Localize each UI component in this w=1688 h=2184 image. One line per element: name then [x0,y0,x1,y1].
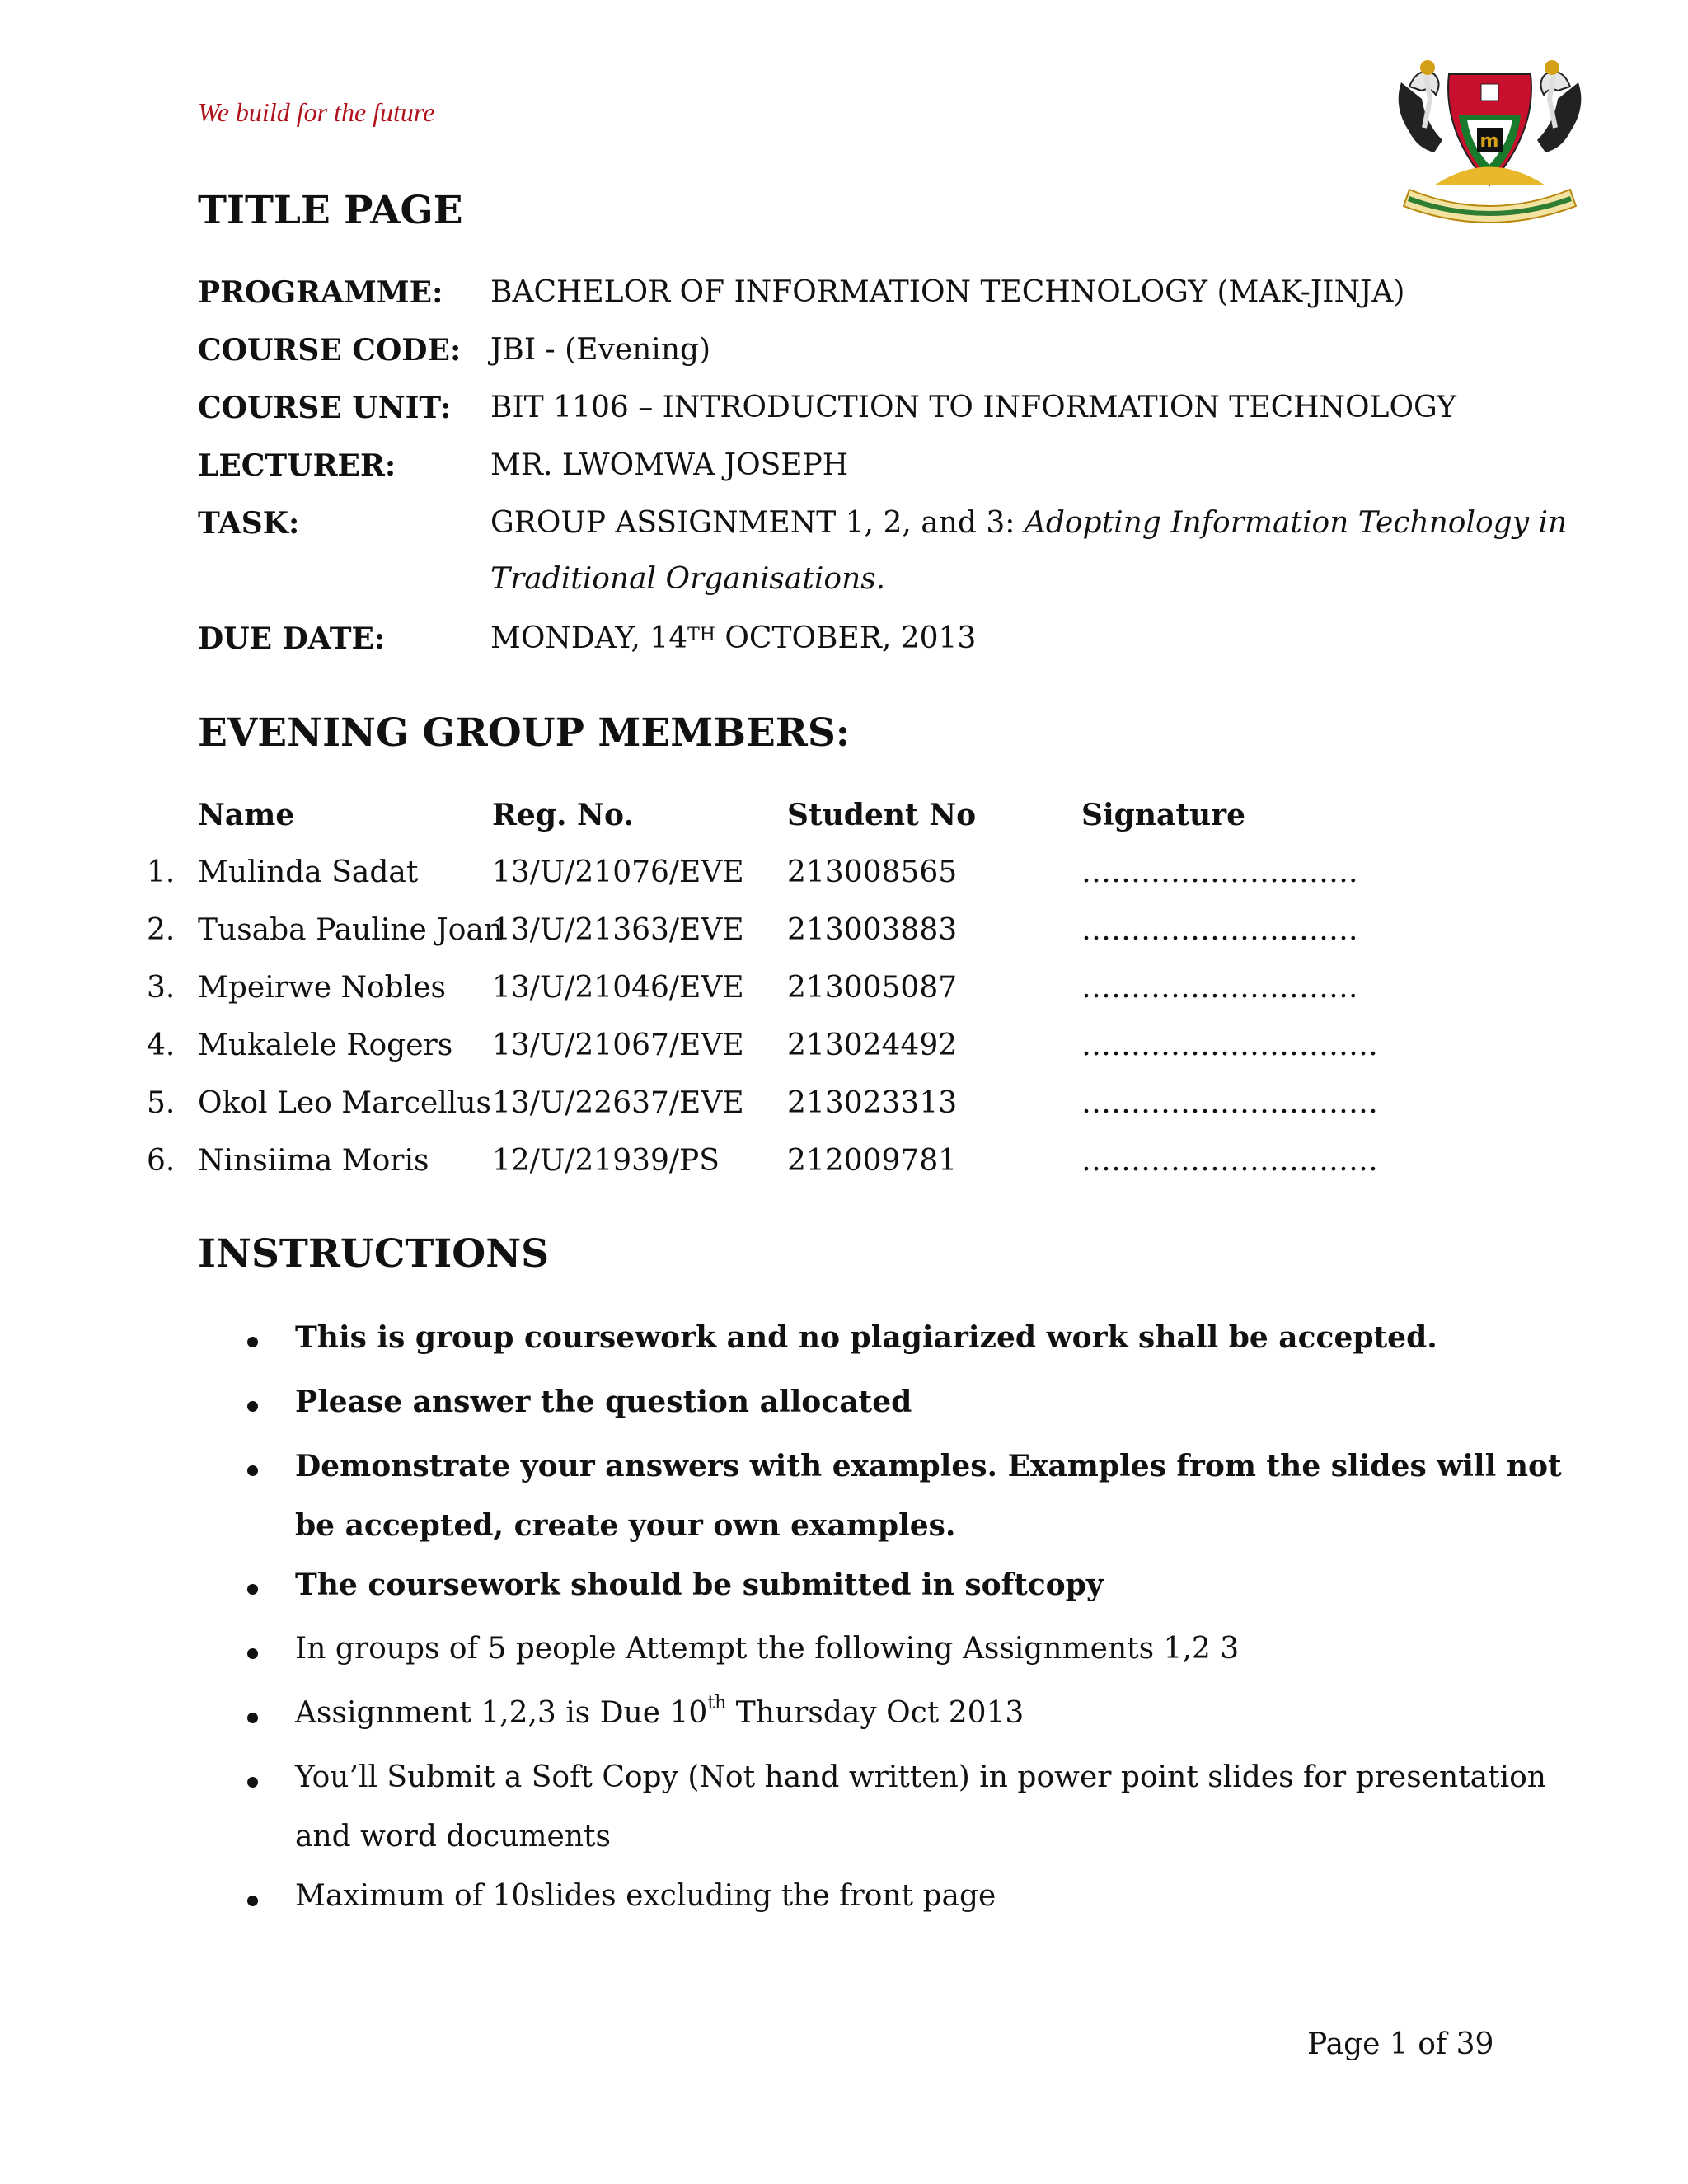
instructions-heading: INSTRUCTIONS [198,1231,550,1277]
header-name: Name [198,798,295,832]
bullet-icon [247,1337,258,1347]
member-reg-no: 13/U/21363/EVE [492,913,744,947]
instruction-text: In groups of 5 people Attempt the following Assignments 1,2 3 [295,1632,1240,1666]
header-reg-no: Reg. No. [492,798,634,832]
instruction-text: Demonstrate your answers with examples. Examples from the slides will not [295,1449,1562,1483]
bullet-icon [247,1465,258,1476]
members-table-header [0,798,1688,836]
header-signature: Signature [1081,798,1246,832]
member-signature: ………………………. [1081,971,1358,1005]
row-number: 3. [147,971,176,1005]
due-date-superscript: TH [687,625,715,645]
page-title: TITLE PAGE [198,188,463,233]
task-value [490,504,1567,542]
instruction-text-continued: be accepted, create your own examples. [295,1508,956,1543]
instruction-text-post: Thursday Oct 2013 [726,1696,1025,1730]
due-date-post: OCTOBER, 2013 [715,621,977,655]
member-name: Mukalele Rogers [198,1029,453,1062]
bullet-icon [247,1777,258,1788]
table-row [0,855,1688,893]
member-signature: ………………………… [1081,1144,1378,1178]
course-code-label: COURSE CODE: [198,333,462,368]
bullet-icon [247,1584,258,1595]
bullet-icon [247,1713,258,1723]
table-row [0,1029,1688,1066]
member-name: Mpeirwe Nobles [198,971,447,1005]
instruction-text [295,1693,1025,1730]
table-row [0,913,1688,951]
member-name: Tusaba Pauline Joan [198,913,504,947]
instruction-text: Maximum of 10slides excluding the front page [295,1879,996,1913]
member-signature: ………………………… [1081,1029,1378,1062]
member-name: Ninsiima Moris [198,1144,429,1178]
header-student-no: Student No [787,798,977,832]
instruction-text: The coursework should be submitted in softcopy [295,1568,1104,1602]
course-unit-label: COURSE UNIT: [198,391,452,425]
member-name: Okol Leo Marcellus [198,1086,491,1120]
member-reg-no: 13/U/21076/EVE [492,855,744,889]
member-student-no: 213024492 [787,1029,958,1062]
university-crest-logo [1385,49,1595,231]
member-student-no: 213005087 [787,971,958,1005]
row-number: 5. [147,1086,176,1120]
task-value-italic-line1: Adopting Information Technology in [1024,506,1568,540]
member-reg-no: 13/U/21067/EVE [492,1029,744,1062]
member-student-no: 212009781 [787,1144,958,1178]
table-row [0,1144,1688,1182]
svg-text:m: m [1479,131,1499,152]
instruction-text: Please answer the question allocated [295,1385,912,1419]
instruction-text-pre: Assignment 1,2,3 is Due 10 [295,1696,708,1730]
row-number: 1. [147,855,176,889]
bullet-icon [247,1401,258,1412]
bullet-icon [247,1648,258,1659]
course-unit-value: BIT 1106 – INTRODUCTION TO INFORMATION TECHNOLOGY [490,391,1456,424]
row-number: 2. [147,913,176,947]
lecturer-value: MR. LWOMWA JOSEPH [490,448,849,482]
programme-value: BACHELOR OF INFORMATION TECHNOLOGY (MAK-JINJA) [490,275,1405,309]
table-row [0,1086,1688,1124]
instruction-text: You’ll Submit a Soft Copy (Not hand written) in power point slides for presentation [295,1760,1546,1794]
due-date-pre: MONDAY, 14 [490,621,688,655]
member-signature: ………………………. [1081,855,1358,889]
member-student-no: 213023313 [787,1086,958,1120]
instruction-superscript: th [707,1693,727,1713]
task-value-italic-line2: Traditional Organisations. [490,562,886,596]
programme-label: PROGRAMME: [198,275,443,310]
member-signature: ………………………… [1081,1086,1378,1120]
instruction-text-continued: and word documents [295,1820,611,1854]
member-reg-no: 13/U/22637/EVE [492,1086,744,1120]
member-signature: ………………………. [1081,913,1358,947]
member-reg-no: 13/U/21046/EVE [492,971,744,1005]
course-code-value: JBI - (Evening) [490,333,711,367]
instruction-text: This is group coursework and no plagiarized work shall be accepted. [295,1320,1437,1355]
bullet-icon [247,1896,258,1906]
member-student-no: 213008565 [787,855,958,889]
tagline: We build for the future [198,97,435,127]
page-number: Page 1 of 39 [1307,2027,1494,2061]
due-date-label: DUE DATE: [198,621,386,656]
row-number: 6. [147,1144,176,1178]
member-student-no: 213003883 [787,913,958,947]
due-date-value [490,620,976,658]
task-value-plain: GROUP ASSIGNMENT 1, 2, and 3: [490,506,1025,540]
member-reg-no: 12/U/21939/PS [492,1144,720,1178]
lecturer-label: LECTURER: [198,448,396,483]
member-name: Mulinda Sadat [198,855,419,889]
members-heading: EVENING GROUP MEMBERS: [198,710,851,756]
row-number: 4. [147,1029,176,1062]
task-label: TASK: [198,506,300,541]
table-row [0,971,1688,1009]
